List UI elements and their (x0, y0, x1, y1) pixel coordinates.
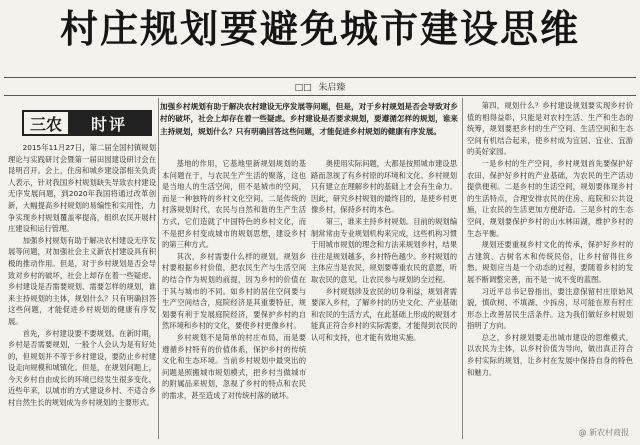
paragraph: 奥使用实际问题，大都是按照城市建设思路而忽视了有乡村原的环境和文化。乡村规划只有建立在理解乡村的基础上才会有生命力。因此，研究乡村规划的最终目的，是使乡村更像乡村，保持乡村的本色。 (311, 159, 457, 215)
headline: 村庄规划要避免城市建设思维 (59, 6, 580, 51)
byline: □□ 朱启臻 (294, 83, 346, 93)
article-column-3 (311, 158, 457, 442)
article-column-2 (162, 158, 306, 442)
byline-rule (4, 95, 636, 96)
paragraph: 第四，规划什么？乡村建设规划要实现乡村价值的相得益彰，只能是对农村生活、生产和生态的统筹，规划要把乡村的生产空间、生活空间和生态空间有机结合起来，使乡村成为宜居、宜业、宜游的美好家园。 (467, 101, 633, 157)
paragraph: 基地的作用，它基地里新规划规划的基本问题在于，与农民生产生活的聚落，这也是当地人的生活空间，但不是城市的空间，而是一种独特的乡村文化空间。二是传统的村落规划时代，农民与自然和谐的生产生活方式，它们造就了中国特色的乡村文化，而不是把乡村变成城市的规划思想，建设乡村的第三种方式。 (162, 159, 306, 250)
top-rule (4, 77, 636, 78)
paragraph: 首先，乡村建设要不要规划。在新时期，乡村是否需要规划，一般个人会认为是有好处的，但规划并不等于乡村建设，要防止乡村建设走向规模和城镇化。但是，在规划问题上，今天乡村自由成长的环境已经发生很多变化，近些年来，以城市的方式建设乡村、不适合乡村自然生长的规划成为乡村规划的主要形式。 (8, 328, 156, 408)
article-column-4 (467, 100, 633, 442)
paragraph: 第三，谁来主持乡村规划。目前的规划编制常常由专业规划机构来完成，这些机构习惯于用城市规划的理念和方法来规划乡村，结果往往是规划越多，乡村特色越少。乡村规划的主体应当是农民，规划要尊重农民的意愿，听取农民的意见，让农民参与规划的全过程。 (311, 216, 457, 284)
article-abstract: 加强乡村规划有助于解决农村建设无序发展等问题，但是，对于乡村规划是否会导致对乡村的破坏，社会上却存在着一些疑虑。乡村建设是否要求规划，要遵循怎样的规划，谁来主持规划，规划什么？只有明确回答这些问题，才能促进乡村规划的健康有序发展。 (160, 102, 458, 136)
paragraph: 乡村规划涉及农民的切身利益，规划者需要深入乡村，了解乡村的历史文化、产业基础和农民的生活方式，在此基础上形成的规划才能真正符合乡村的实际需要，才能得到农民的认可和支持，也才能有效地实施。 (311, 286, 457, 342)
paragraph: 习近平总书记曾指出，要注意保留村庄原始风貌，慎砍树、不填湖、少拆房，尽可能在原有村庄形态上改善居民生活条件。这为我们做好乡村规划指明了方向。 (467, 286, 633, 331)
paragraph: 规划还要重视乡村文化的传承，保护好乡村的古建筑、古树名木和传统民俗，让乡村留得住乡愁。规划应当是一个动态的过程，要随着乡村的发展不断调整完善，而不是一成不变的蓝图。 (467, 240, 633, 284)
column-tag-right: 时评 (68, 112, 150, 134)
paragraph: 乡村规划不是简单的村庄布局，而是要遵循乡村特有的价值体系，保护乡村的传统文化和生态环境。当前乡村规划中最突出的问题是照搬城市规划模式，把乡村当做城市的附属品来规划，忽视了乡村的特点和农民的需求，甚至造成了对传统村落的破坏。 (162, 332, 306, 400)
column-tag-left: 三农 (30, 114, 63, 134)
watermark: @ 新农村商报 (575, 426, 632, 439)
paragraph: 加强乡村规划有助于解决农村建设无序发展等问题，对加强社会主义新农村建设具有积极的推动作用。但是，对于乡村规划是否会导致对乡村的破坏，社会上却存在着一些疑虑。乡村建设是否需要规划、需要怎样的规划，谁来主持规划的主体，规划什么？只有明确回答这些问题，才能促进乡村规划的健康有序发展。 (8, 235, 156, 326)
paragraph: 一是乡村的生产空间，乡村规划首先要保护好农田，保护好乡村的产业基础，为农民的生产活动提供便利。二是乡村的生活空间，规划要体现乡村的生活特点，合理安排农民的住房、庭院和公共设施，让农民的生活更加方便舒适。三是乡村的生态空间，规划要保护乡村的山水林田湖，维护乡村的生态平衡。 (467, 158, 633, 238)
paragraph: 2015年11月27日，第二届全国村镇规划理论与实践研讨会暨第一届田园建设研讨会在昆明召开。会上，住房和城乡建设部相关负责人表示，针对我国乡村规划缺失导致农村建设无序发展问题，到2020年我国将通过改革创新，大幅提高乡村规划的易编性和实用性，力争实现乡村规划覆盖率提高，组织农民开展村庄建设和运行管理。 (8, 143, 156, 234)
column-tag (22, 110, 152, 136)
paragraph: 其次，乡村需要什么样的规划。规划乡村要根据乡村价值，把农民生产与生活空间的结合作为规划的前提，因为乡村的价值在于其与城市的不同。如乡村的居住空间要与生产空间结合，庭院经济是其重要特征，规划要有利于发展庭院经济，要保护乡村的自然环境和乡村的文化，要使乡村更像乡村。 (162, 251, 306, 331)
paragraph: 总之，乡村规划要走出城市建设的思维模式，以农民为主体，以乡村价值为导向，做出真正符合乡村实际的规划，让乡村在发展中保持自身的特色和魅力。 (467, 332, 633, 377)
article-column-1 (8, 142, 156, 442)
column-divider (158, 98, 159, 439)
column-divider (462, 98, 463, 439)
